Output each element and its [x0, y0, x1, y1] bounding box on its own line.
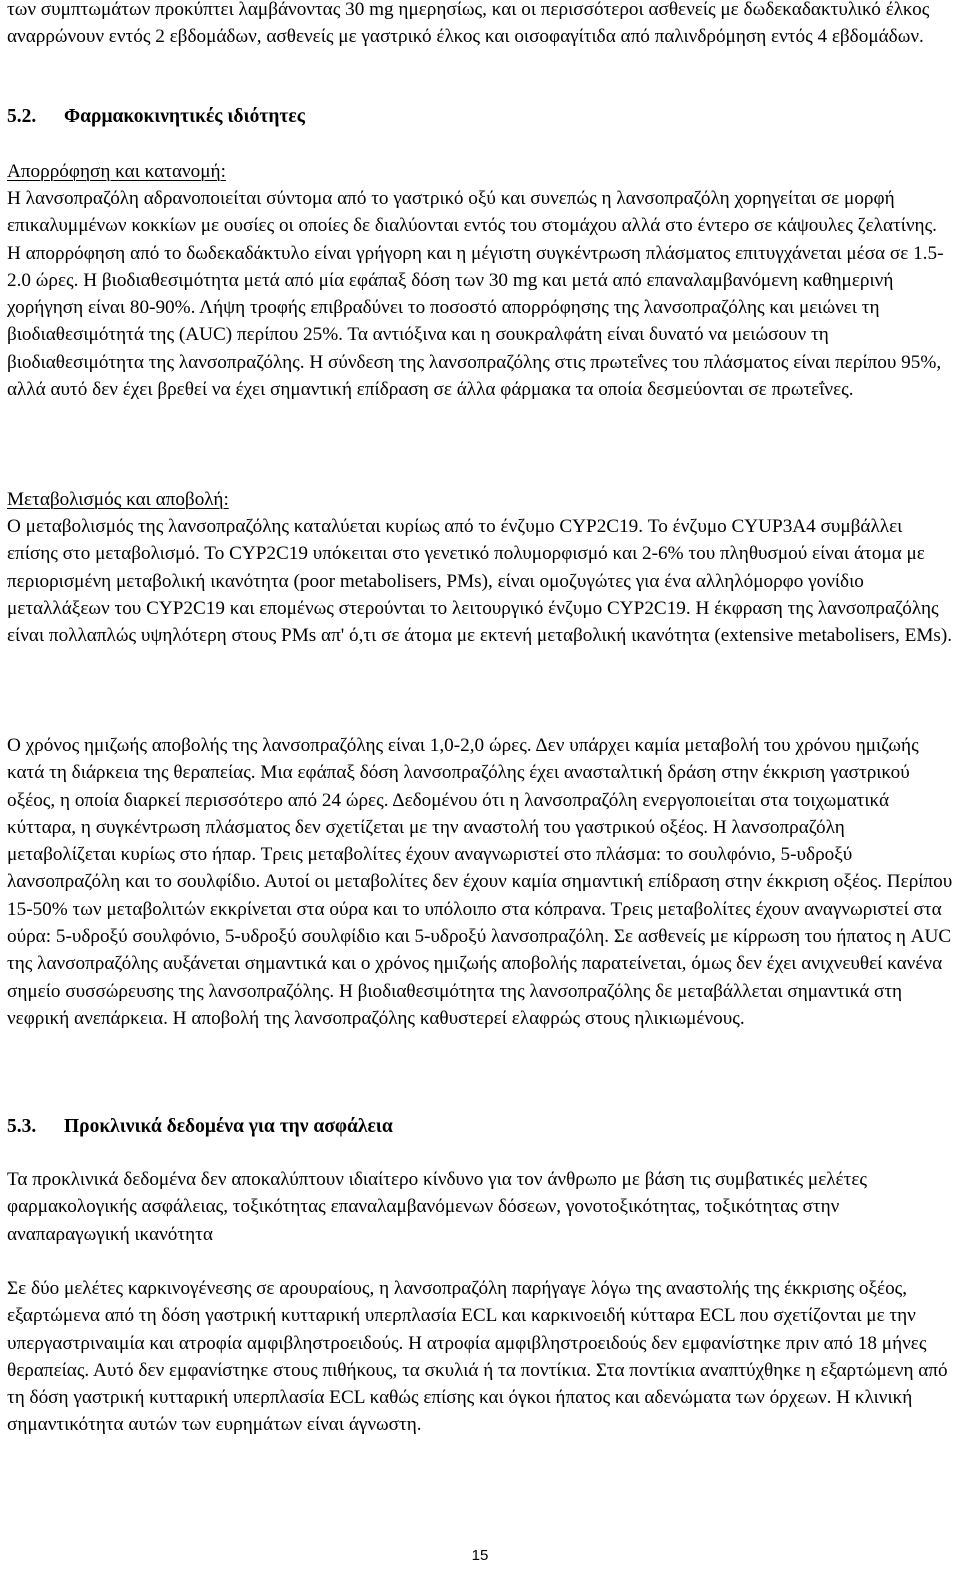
intro-paragraph: των συμπτωμάτων προκύπτει λαμβάνοντας 30 mg ημερησίως, και οι περισσότεροι ασθενείς με δωδεκαδακτυλικό έλκος αναρρώνουν εντός 2 εβδομάδων, ασθενείς με γαστρικό έλκος και οισοφαγίτιδα από παλινδρόμηση εντός 4 εβδομάδων.	[7, 0, 930, 48]
metabolism-heading: Μεταβολισμός και αποβολή:	[7, 489, 229, 510]
section-5-3-number: 5.3.	[7, 1116, 37, 1137]
section-5-3-title: Προκλινικά δεδομένα για την ασφάλεια	[64, 1116, 393, 1137]
metabolism-paragraph: Ο μεταβολισμός της λανσοπραζόλης καταλύεται κυρίως από το ένζυμο CYP2C19. Το ένζυμο CYUP3A4 συμβάλλει επίσης στο μεταβολισμό. Το CYP2C19 υπόκειται στο γενετικό πολυμορφισμό και 2-6% του πληθυσμού είναι άτομα με περιορισμένη μεταβολική ικανότητα (poor metabolisers, PMs), είναι ομοζυγώτες για ένα αλληλόμορφο γονίδιο μεταλλάξεων του CYP2C19 και επομένως στερούνται το λειτουργικό ένζυμο CYP2C19. Η έκφραση της λανσοπραζόλης είναι πολλαπλώς υψηλότερη στους PMs απ' ό,τι σε άτομα με εκτενή μεταβολική ικανότητα (extensive metabolisers, EMs).	[7, 516, 953, 647]
section-5-2-heading	[7, 103, 305, 131]
absorption-paragraph: Η λανσοπραζόλη αδρανοποιείται σύντομα από το γαστρικό οξύ και συνεπώς η λανσοπραζόλη χορηγείται σε μορφή επικαλυμμένων κοκκίων με ουσίες οι οποίες δε διαλύονται εντός του στομάχου αλλά στο έντερο σε κάψουλες ζελατίνης. Η απορρόφηση από το δωδεκαδάκτυλο είναι γρήγορη και η μέγιστη συγκέντρωση πλάσματος επιτυγχάνεται μέσα σε 1.5-2.0 ώρες. Η βιοδιαθεσιμότητα μετά από μία εφάπαξ δόση των 30 mg και μετά από επαναλαμβανόμενη καθημερινή χορήγηση είναι 80-90%. Λήψη τροφής επιβραδύνει το ποσοστό απορρόφησης της λανσοπραζόλης και μειώνει τη βιοδιαθεσιμότητά της (AUC) περίπου 25%. Τα αντιόξινα και η σουκραλφάτη είναι δυνατό να μειώσουν τη βιοδιαθεσιμότητα της λανσοπραζόλης. Η σύνδεση της λανσοπραζόλης στις πρωτεΐνες του πλάσματος είναι περίπου 95%, αλλά αυτό δεν έχει βρεθεί να έχει σημαντική επίδραση σε άλλα φάρμακα τα οποία δεσμεύονται σε πρωτεΐνες.	[7, 188, 944, 401]
preclinical-paragraph-2: Σε δύο μελέτες καρκινογένεσης σε αρουραίους, η λανσοπραζόλη παρήγαγε λόγω της αναστολής της έκκρισης οξέος, εξαρτώμενα από τη δόση γαστρική κυτταρική υπερπλασία ECL και καρκινοειδή κύτταρα ECL που σχετίζονται με την υπεργαστριναιμία και ατροφία αμφιβληστροειδούς. Η ατροφία αμφιβληστροειδούς δεν εμφανίστηκε πριν από 18 μήνες θεραπείας. Αυτό δεν εμφανίστηκε στους πιθήκους, τα σκυλιά ή τα ποντίκια. Στα ποντίκια αναπτύχθηκε η εξαρτώμενη από τη δόση γαστρική κυτταρική υπερπλασία ECL καθώς επίσης και όγκοι ήπατος και αδενώματα των όρχεων. Η κλινική σημαντικότητα αυτών των ευρημάτων είναι άγνωστη.	[7, 1278, 948, 1436]
absorption-heading: Απορρόφηση και κατανομή:	[7, 161, 226, 182]
section-5-3-heading	[7, 1113, 393, 1141]
page-number: 15	[471, 1547, 489, 1564]
preclinical-paragraph-1: Τα προκλινικά δεδομένα δεν αποκαλύπτουν ιδιαίτερο κίνδυνο για τον άνθρωπο με βάση τις συμβατικές μελέτες φαρμακολογικής ασφάλειας, τοξικότητας επαναλαμβανόμενων δόσεων, γονοτοξικότητας, τοξικότητας στην αναπαραγωγική ικανότητα	[7, 1169, 867, 1245]
section-5-2-title: Φαρμακοκινητικές ιδιότητες	[64, 106, 305, 127]
halflife-paragraph: Ο χρόνος ημιζωής αποβολής της λανσοπραζόλης είναι 1,0-2,0 ώρες. Δεν υπάρχει καμία μεταβολή του χρόνου ημιζωής κατά τη διάρκεια της θεραπείας. Μια εφάπαξ δόση λανσοπραζόλης έχει ανασταλτική δράση στην έκκριση γαστρικού οξέος, η οποία διαρκεί περισσότερο από 24 ώρες. Δεδομένου ότι η λανσοπραζόλη ενεργοποιείται στα τοιχωματικά κύτταρα, η συγκέντρωση πλάσματος δεν σχετίζεται με την αναστολή του γαστρικού οξέος. Η λανσοπραζόλη μεταβολίζεται κυρίως στο ήπαρ. Τρεις μεταβολίτες έχουν αναγνωριστεί στο πλάσμα: το σουλφόνιο, 5-υδροξύ λανσοπραζόλη και το σουλφίδιο. Αυτοί οι μεταβολίτες δεν έχουν καμία σημαντική επίδραση στην έκκριση οξέος. Περίπου 15-50% των μεταβολιτών εκκρίνεται στα ούρα και το υπόλοιπο στα κόπρανα. Τρεις μεταβολίτες έχουν αναγνωριστεί στα ούρα: 5-υδροξύ σουλφόνιο, 5-υδροξύ σουλφίδιο και 5-υδροξύ λανσοπραζόλη. Σε ασθενείς με κίρρωση του ήπατος η AUC της λανσοπραζόλης αυξάνεται σημαντικά και ο χρόνος ημιζωής αποβολής παρατείνεται, όμως δεν έχει ανιχνευθεί κανένα σημείο συσσώρευσης της λανσοπραζόλης. Η βιοδιαθεσιμότητα της λανσοπραζόλης δε μεταβάλλεται σημαντικά στη νεφρική ανεπάρκεια. Η αποβολή της λανσοπραζόλης καθυστερεί ελαφρώς στους ηλικιωμένους.	[7, 735, 953, 1029]
section-5-2-number: 5.2.	[7, 106, 37, 127]
